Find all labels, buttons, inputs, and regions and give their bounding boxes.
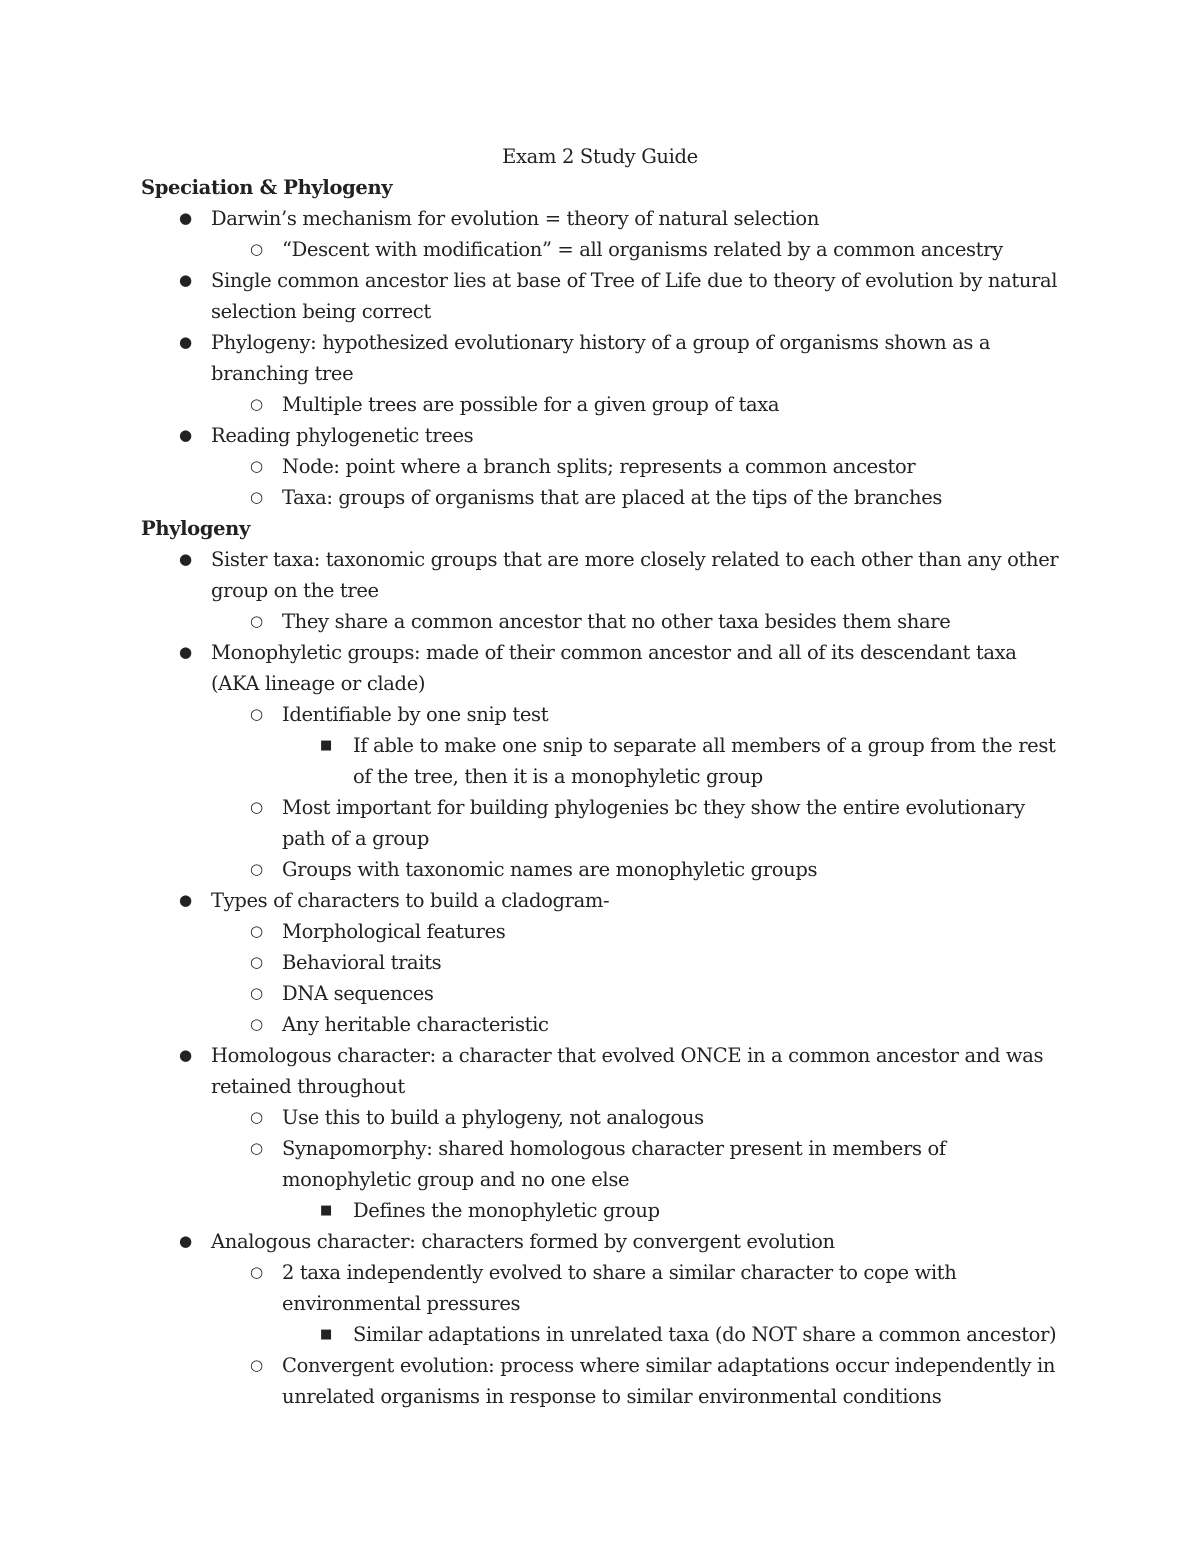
filled-bullet-icon: ● xyxy=(179,426,192,444)
hollow-circle-bullet-icon: ○ xyxy=(250,798,263,816)
list-item xyxy=(141,234,1059,265)
hollow-circle-bullet-icon: ○ xyxy=(250,395,263,413)
list-item xyxy=(141,947,1059,978)
list-item xyxy=(141,265,1059,327)
list-item-text: DNA sequences xyxy=(282,982,434,1005)
list-item-text: Taxa: groups of organisms that are placed at the tips of the branches xyxy=(282,486,943,509)
list-item xyxy=(141,1226,1059,1257)
list-item-text: Synapomorphy: shared homologous character present in members of monophyletic group and no one else xyxy=(282,1137,946,1191)
list-item-text: 2 taxa independently evolved to share a similar character to cope with environmental pressures xyxy=(282,1261,957,1315)
square-bullet-icon: ■ xyxy=(320,1327,332,1342)
hollow-circle-bullet-icon: ○ xyxy=(250,705,263,723)
list-item xyxy=(141,203,1059,234)
list-item xyxy=(141,1195,1059,1226)
filled-bullet-icon: ● xyxy=(179,891,192,909)
hollow-circle-bullet-icon: ○ xyxy=(250,984,263,1002)
filled-bullet-icon: ● xyxy=(179,1046,192,1064)
filled-bullet-icon: ● xyxy=(179,333,192,351)
list-item-text: Use this to build a phylogeny, not analogous xyxy=(282,1106,704,1129)
list-item-text: Most important for building phylogenies bc they show the entire evolutionary path of a group xyxy=(282,796,1025,850)
hollow-circle-bullet-icon: ○ xyxy=(250,1139,263,1157)
list-item-text: Single common ancestor lies at base of Tree of Life due to theory of evolution by natural selection being correct xyxy=(211,269,1058,323)
square-bullet-icon: ■ xyxy=(320,1203,332,1218)
list-item-text: “Descent with modification” = all organisms related by a common ancestry xyxy=(282,238,1003,261)
list-item xyxy=(141,1133,1059,1195)
list-item xyxy=(141,916,1059,947)
list-item xyxy=(141,606,1059,637)
list-item xyxy=(141,1009,1059,1040)
document-content xyxy=(141,141,1059,1412)
list-item-text: Identifiable by one snip test xyxy=(282,703,549,726)
hollow-circle-bullet-icon: ○ xyxy=(250,1356,263,1374)
filled-bullet-icon: ● xyxy=(179,550,192,568)
list-item xyxy=(141,792,1059,854)
section-list xyxy=(141,544,1059,1412)
filled-bullet-icon: ● xyxy=(179,643,192,661)
list-item xyxy=(141,420,1059,451)
list-item xyxy=(141,389,1059,420)
square-bullet-icon: ■ xyxy=(320,738,332,753)
list-item xyxy=(141,1257,1059,1319)
list-item-text: Similar adaptations in unrelated taxa (do NOT share a common ancestor) xyxy=(353,1323,1057,1346)
list-item xyxy=(141,327,1059,389)
hollow-circle-bullet-icon: ○ xyxy=(250,612,263,630)
hollow-circle-bullet-icon: ○ xyxy=(250,240,263,258)
list-item-text: Analogous character: characters formed by convergent evolution xyxy=(211,1230,835,1253)
list-item-text: Reading phylogenetic trees xyxy=(211,424,474,447)
list-item xyxy=(141,637,1059,699)
page-title: Exam 2 Study Guide xyxy=(502,145,698,168)
hollow-circle-bullet-icon: ○ xyxy=(250,1108,263,1126)
list-item-text: Convergent evolution: process where similar adaptations occur independently in unrelated organisms in response to similar environmental conditions xyxy=(282,1354,1056,1408)
list-item-text: Sister taxa: taxonomic groups that are more closely related to each other than any other group on the tree xyxy=(211,548,1059,602)
hollow-circle-bullet-icon: ○ xyxy=(250,1263,263,1281)
list-item-text: Multiple trees are possible for a given group of taxa xyxy=(282,393,780,416)
list-item-text: Types of characters to build a cladogram- xyxy=(211,889,610,912)
list-item-text: Phylogeny: hypothesized evolutionary history of a group of organisms shown as a branching tree xyxy=(211,331,991,385)
list-item xyxy=(141,885,1059,916)
list-item xyxy=(141,451,1059,482)
list-item xyxy=(141,978,1059,1009)
section-heading: Phylogeny xyxy=(141,517,250,540)
sections-container xyxy=(141,172,1059,1412)
list-item xyxy=(141,1102,1059,1133)
list-item xyxy=(141,1319,1059,1350)
list-item-text: Groups with taxonomic names are monophyletic groups xyxy=(282,858,818,881)
filled-bullet-icon: ● xyxy=(179,1232,192,1250)
list-item-text: They share a common ancestor that no other taxa besides them share xyxy=(282,610,951,633)
hollow-circle-bullet-icon: ○ xyxy=(250,922,263,940)
list-item-text: Node: point where a branch splits; represents a common ancestor xyxy=(282,455,916,478)
list-item-text: Any heritable characteristic xyxy=(282,1013,549,1036)
list-item-text: Morphological features xyxy=(282,920,506,943)
filled-bullet-icon: ● xyxy=(179,271,192,289)
hollow-circle-bullet-icon: ○ xyxy=(250,488,263,506)
list-item-text: If able to make one snip to separate all members of a group from the rest of the tree, then it is a monophyletic group xyxy=(353,734,1056,788)
list-item-text: Homologous character: a character that evolved ONCE in a common ancestor and was retained throughout xyxy=(211,1044,1044,1098)
filled-bullet-icon: ● xyxy=(179,209,192,227)
list-item xyxy=(141,482,1059,513)
list-item xyxy=(141,1350,1059,1412)
list-item-text: Darwin’s mechanism for evolution = theory of natural selection xyxy=(211,207,820,230)
list-item xyxy=(141,699,1059,730)
list-item xyxy=(141,544,1059,606)
list-item-text: Behavioral traits xyxy=(282,951,442,974)
list-item-text: Monophyletic groups: made of their common ancestor and all of its descendant taxa (AKA lineage or clade) xyxy=(211,641,1017,695)
section-list xyxy=(141,203,1059,513)
hollow-circle-bullet-icon: ○ xyxy=(250,1015,263,1033)
list-item-text: Defines the monophyletic group xyxy=(353,1199,660,1222)
list-item xyxy=(141,730,1059,792)
list-item xyxy=(141,1040,1059,1102)
hollow-circle-bullet-icon: ○ xyxy=(250,953,263,971)
list-item xyxy=(141,854,1059,885)
hollow-circle-bullet-icon: ○ xyxy=(250,860,263,878)
section-heading: Speciation & Phylogeny xyxy=(141,176,393,199)
hollow-circle-bullet-icon: ○ xyxy=(250,457,263,475)
